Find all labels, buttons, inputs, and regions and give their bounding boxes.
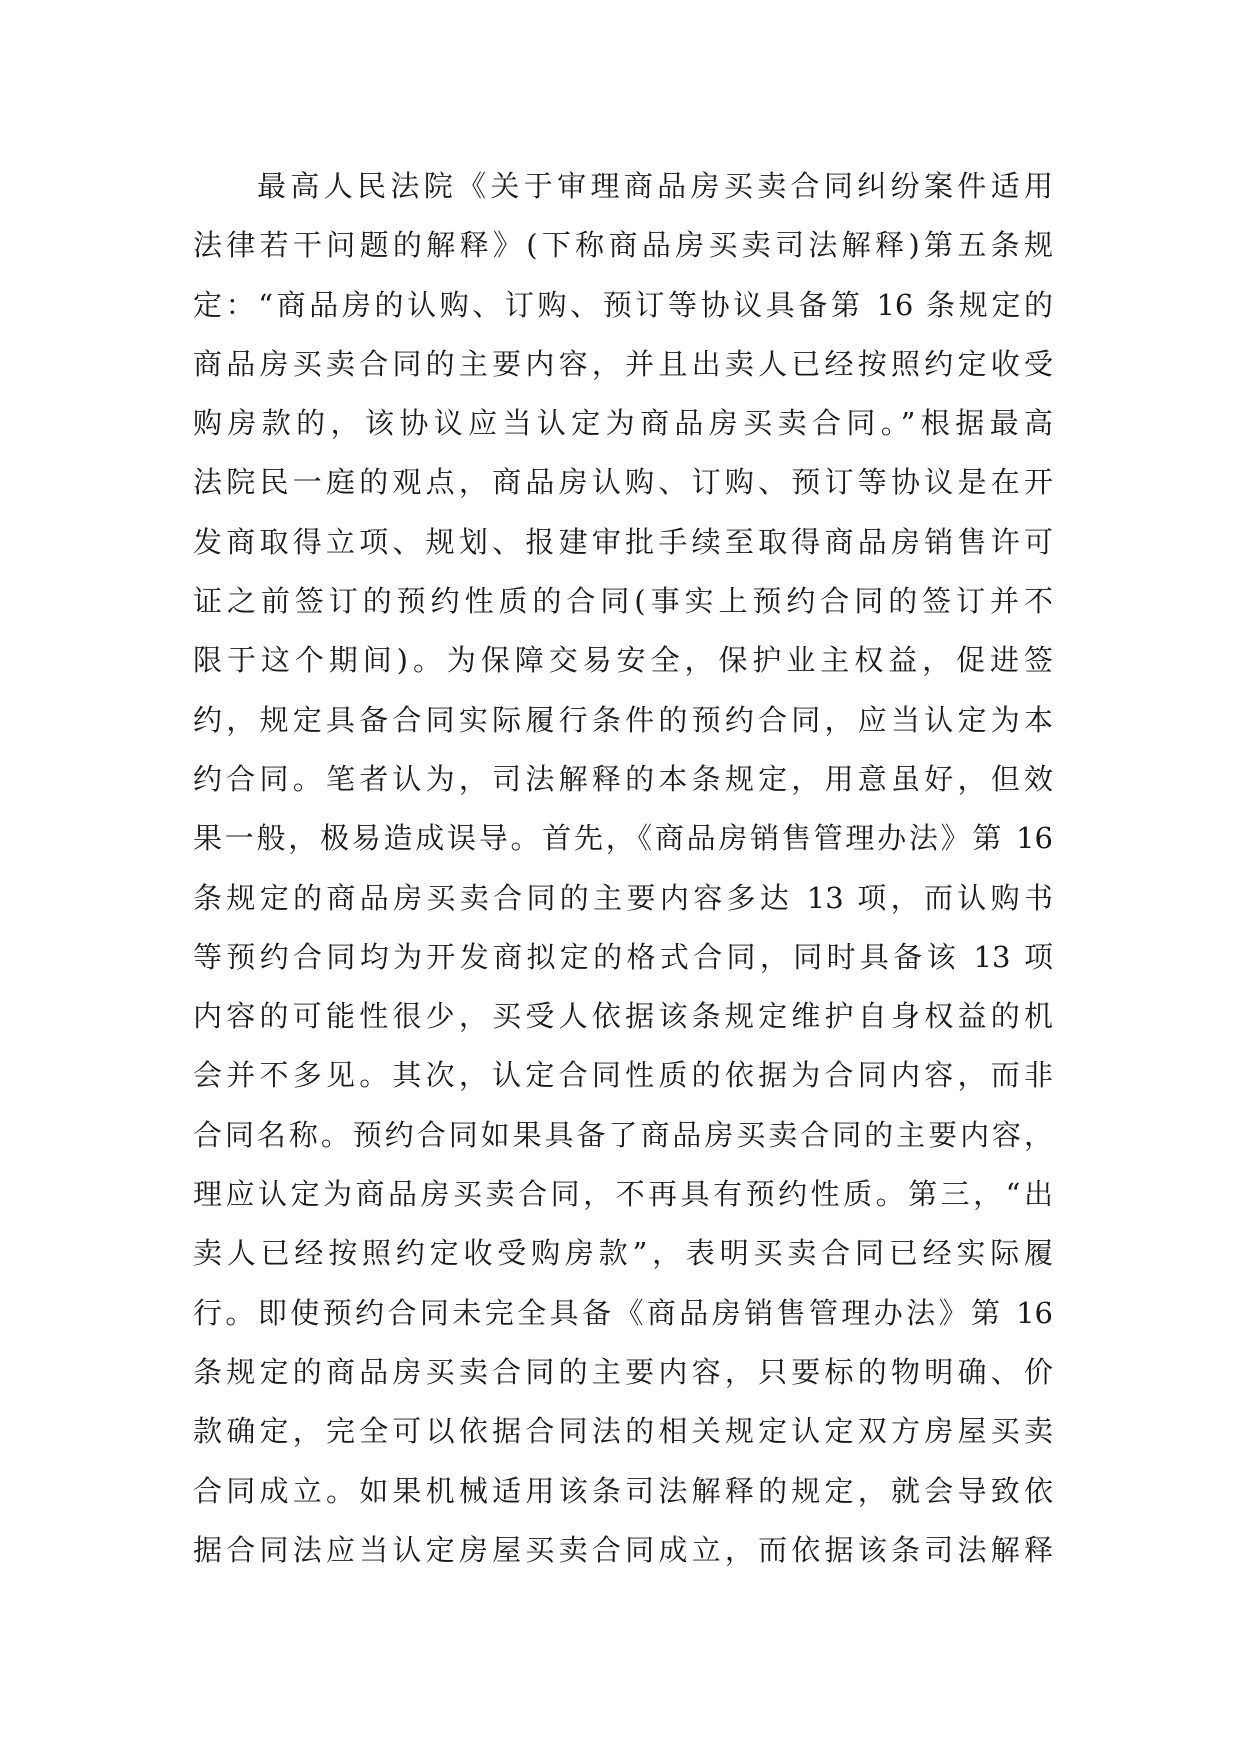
text-line: 法律若干问题的解释》(下称商品房买卖司法解释)第五条规 [193, 228, 1053, 263]
text-line: 约合同。笔者认为，司法解释的本条规定，用意虽好，但效 [193, 761, 1053, 796]
text-line: 限于这个期间)。为保障交易安全，保护业主权益，促进签 [193, 643, 1053, 678]
text-line: 最高人民法院《关于审理商品房买卖合同纠纷案件适用 [257, 169, 1053, 203]
text-line: 卖人已经按照约定收受购房款”，表明买卖合同已经实际履 [193, 1236, 1053, 1271]
text-line: 购房款的，该协议应当认定为商品房买卖合同。”根据最高 [193, 406, 1053, 441]
text-line: 发商取得立项、规划、报建审批手续至取得商品房销售许可 [193, 524, 1053, 559]
text-line: 款确定，完全可以依据合同法的相关规定认定双方房屋买卖 [193, 1414, 1053, 1449]
text-line: 据合同法应当认定房屋买卖合同成立，而依据该条司法解释 [193, 1532, 1053, 1567]
text-line: 果一般，极易造成误导。首先，《商品房销售管理办法》第 16 [193, 821, 1053, 856]
text-line: 内容的可能性很少，买受人依据该条规定维护自身权益的机 [193, 999, 1053, 1034]
text-line: 合同名称。预约合同如果具备了商品房买卖合同的主要内容， [193, 1117, 1053, 1152]
text-line: 条规定的商品房买卖合同的主要内容，只要标的物明确、价 [193, 1354, 1053, 1389]
text-line: 合同成立。如果机械适用该条司法解释的规定，就会导致依 [193, 1473, 1053, 1508]
body-paragraph [193, 157, 1053, 1580]
text-line: 商品房买卖合同的主要内容，并且出卖人已经按照约定收受 [193, 346, 1053, 381]
text-line: 法院民一庭的观点，商品房认购、订购、预订等协议是在开 [193, 465, 1053, 500]
text-line: 理应认定为商品房买卖合同，不再具有预约性质。第三，“出 [193, 1177, 1053, 1212]
text-line: 条规定的商品房买卖合同的主要内容多达 13 项，而认购书 [193, 880, 1053, 915]
text-line: 约，规定具备合同实际履行条件的预约合同，应当认定为本 [193, 702, 1053, 737]
text-line: 会并不多见。其次，认定合同性质的依据为合同内容，而非 [193, 1058, 1053, 1093]
text-line: 行。即使预约合同未完全具备《商品房销售管理办法》第 16 [193, 1295, 1053, 1330]
text-line: 证之前签订的预约性质的合同(事实上预约合同的签订并不 [193, 584, 1053, 619]
text-line: 定：“商品房的认购、订购、预订等协议具备第 16 条规定的 [193, 287, 1053, 322]
text-line: 等预约合同均为开发商拟定的格式合同，同时具备该 13 项 [193, 939, 1053, 974]
